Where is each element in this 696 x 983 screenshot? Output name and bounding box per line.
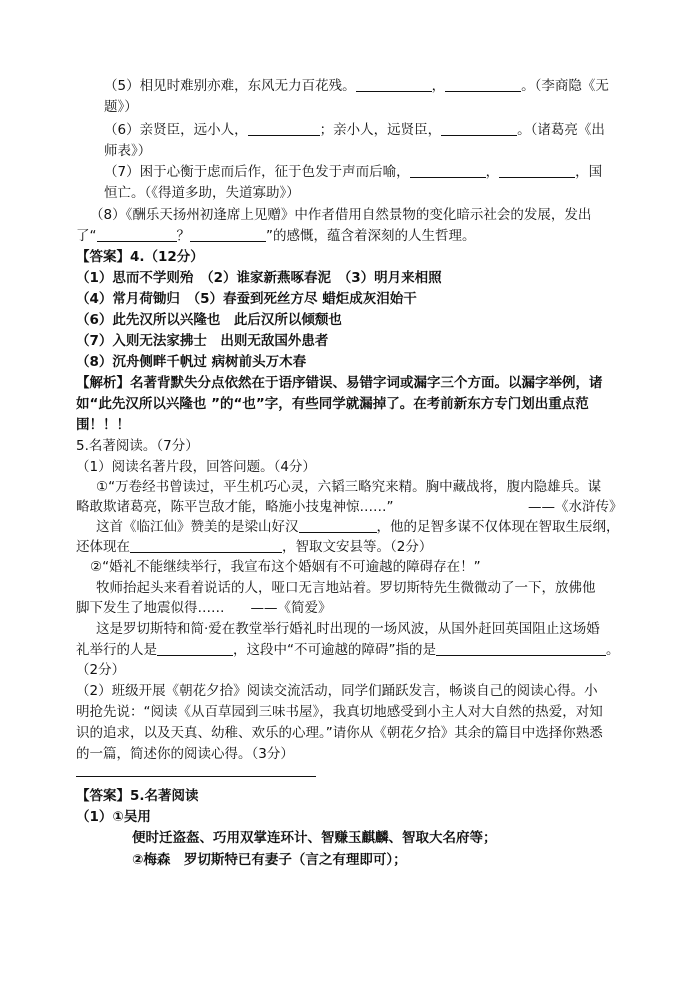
q6-text-c: 。（诸葛亮《出 — [517, 122, 605, 138]
q7-line1 — [104, 162, 602, 182]
q5m-quote2: ②“婚礼不能继续举行，我宣布这个婚姻有不可逾越的障碍存在！” — [90, 559, 481, 575]
q5m-part2-line2: 明抢先说：“阅读《从百草园到三味书屋》，我真切地感受到小主人对大自然的热爱，对知 — [76, 704, 603, 720]
q5m-quote1a: ①“万卷经书曾读过，平生机巧心灵，六韬三略究来精。胸中藏战将，腹内隐雄兵。谋 — [96, 479, 602, 495]
answer-blank — [436, 641, 606, 656]
q8-text-a: 了“ — [76, 228, 97, 244]
q5m-q1-text-c: 还体现在 — [76, 539, 130, 555]
q5m-part2-line1: （2）班级开展《朝花夕拾》阅读交流活动，同学们踊跃发言，畅谈自己的阅读心得。小 — [76, 683, 598, 699]
q6-line1 — [104, 120, 605, 140]
q5m-source2: ——《简爱》 — [250, 600, 332, 616]
q5-line2: 题》） — [104, 99, 138, 115]
q5m-quote1b: 略敢欺诸葛亮，陈平岂敌才能，略施小技鬼神惊……” — [76, 499, 394, 515]
divider-line — [76, 776, 316, 777]
q5m-source1: ——《水浒传》 — [528, 499, 623, 515]
q5m-quote2c — [76, 598, 332, 618]
answer-blank — [410, 163, 486, 178]
q5m-q1-line2 — [76, 537, 432, 557]
q5m-q2-line2 — [76, 640, 620, 660]
q5-line1 — [104, 76, 609, 96]
q5m-title: 5.名著阅读。（7分） — [76, 438, 199, 454]
answer-blank — [97, 227, 177, 242]
answer4-line1: （1）思而不学则殆 （2）谁家新燕啄春泥 （3）明月来相照 — [76, 270, 442, 286]
answer-blank — [445, 77, 521, 92]
q7-text-c: ，国 — [575, 164, 603, 180]
q5-text-c: 。（李商隐《无 — [521, 78, 609, 94]
q5-text-b: ， — [431, 78, 446, 94]
answer-blank — [248, 121, 320, 136]
q5m-q1-text-a: 这首《临江仙》赞美的是梁山好汉 — [96, 519, 299, 535]
answer-blank — [157, 641, 233, 656]
answer4-line3: （6）此先汉所以兴隆也 此后汉所以倾颓也 — [76, 312, 342, 328]
q8-text-b: ？ — [176, 228, 190, 244]
q7-text-a: （7）困于心衡于虑而后作，征于色发于声而后喻， — [104, 164, 410, 180]
q8-text-c: ”的感慨，蕴含着深刻的人生哲理。 — [266, 228, 476, 244]
answer-blank — [299, 518, 377, 533]
answer-blank — [499, 163, 575, 178]
q5m-quote2c-text: 脚下发生了地震似得…… — [76, 600, 225, 616]
answer5-line2: 便时迁盗盔、巧用双掌连环计、智赚玉麒麟、智取大名府等； — [132, 830, 497, 846]
analysis-line2: 如“此先汉所以兴隆也 ”的“也”字，有些同学就漏掉了。在考前新东方专门划出重点范 — [76, 396, 589, 412]
q5m-q1-text-d: ，智取文安县等。（2分） — [282, 539, 433, 555]
answer4-line2: （4）常月荷锄归 （5）春蚕到死丝方尽 蜡炬成灰泪始干 — [76, 291, 417, 307]
q5-text-a: （5）相见时难别亦难，东风无力百花残。 — [104, 78, 356, 94]
q8-line1: （8）《酬乐天扬州初逢席上见赠》中作者借用自然景物的变化暗示社会的发展，发出 — [90, 207, 592, 223]
q5m-part2-line4: 的一篇，简述你的阅读心得。（3分） — [76, 746, 294, 762]
answer-blank — [356, 77, 432, 92]
q5m-q2-text-b: 礼举行的人是 — [76, 642, 157, 658]
q6-text-a: （6）亲贤臣，远小人， — [104, 122, 248, 138]
q6-text-b: ；亲小人，远贤臣， — [319, 122, 442, 138]
answer4-line5: （8）沉舟侧畔千帆过 病树前头万木春 — [76, 354, 307, 370]
answer5-line3: ②梅森 罗切斯特已有妻子（言之有理即可）； — [132, 852, 407, 868]
analysis-line1: 【解析】名著背默失分点依然在于语序错误、易错字词或漏字三个方面。以漏字举例，诸 — [76, 375, 603, 391]
answer-blank — [441, 121, 517, 136]
q5m-q2-text-c: ，这段中“不可逾越的障碍”指的是 — [233, 642, 436, 658]
q5m-q1-line1 — [96, 517, 620, 537]
q6-line2: 师表》） — [104, 143, 152, 159]
q5m-q2-points: （2分） — [76, 662, 126, 678]
q5m-q1-text-b: ，他的足智多谋不仅体现在智取生辰纲， — [376, 519, 620, 535]
q5m-q2-text-d: 。 — [606, 642, 620, 658]
answer4-line4: （7）入则无法家拂士 出则无敌国外患者 — [76, 333, 329, 349]
q8-line2 — [76, 226, 476, 246]
analysis-line3: 围！！！ — [76, 417, 130, 433]
q5m-part1: （1）阅读名著片段，回答问题。（4分） — [76, 459, 316, 475]
q7-line2: 恒亡。（《得道多助，失道寡助》） — [104, 185, 300, 201]
answer4-title: 【答案】4.（12分） — [76, 249, 204, 265]
q5m-part2-line3: 识的追求，以及天真、幼稚、欢乐的心理。”请你从《朝花夕拾》其余的篇目中选择你熟悉 — [76, 725, 603, 741]
q5m-q2-line1: 这是罗切斯特和简·爱在教堂举行婚礼时出现的一场风波，从国外赶回英国阻止这场婚 — [96, 621, 600, 637]
answer-blank — [190, 227, 266, 242]
answer-blank — [130, 538, 282, 553]
q5m-quote2b: 牧师抬起头来看着说话的人，哑口无言地站着。罗切斯特先生微微动了一下，放佛他 — [96, 580, 596, 596]
q7-text-b: ， — [485, 164, 500, 180]
answer5-title: 【答案】5.名著阅读 — [76, 788, 199, 804]
answer5-line1: （1）①吴用 — [76, 809, 151, 825]
